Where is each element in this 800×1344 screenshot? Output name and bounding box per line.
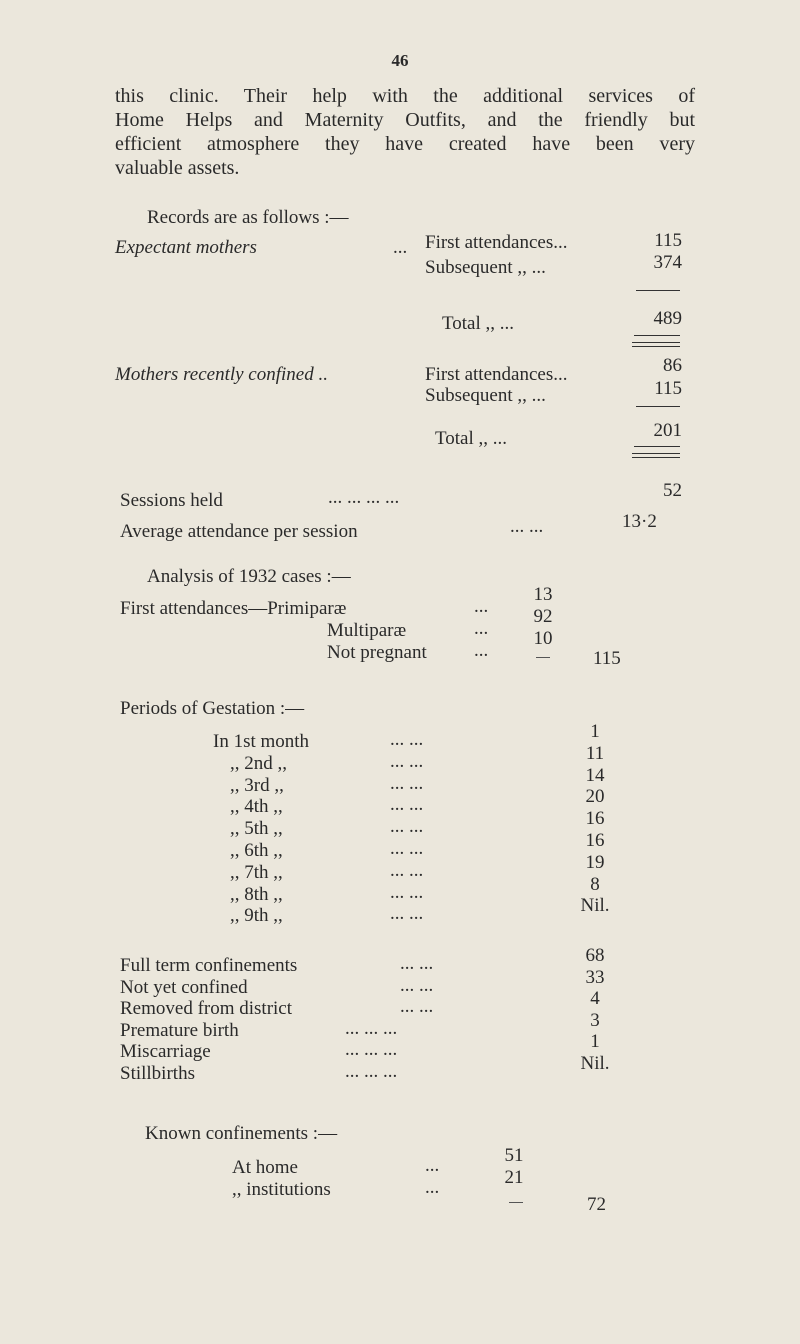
average-dots: ... ... xyxy=(510,516,544,537)
gestation-row-value: 8 xyxy=(590,873,600,895)
analysis-value: 13 xyxy=(533,584,553,605)
expectant-first-value: 115 xyxy=(654,230,682,251)
expectant-first-label: First attendances... xyxy=(425,232,568,253)
outcome-row-value: 1 xyxy=(590,1031,600,1052)
analysis-value: 92 xyxy=(533,606,553,627)
intro-line: Home Helps and Maternity Outfits, and the friendly but xyxy=(115,109,695,131)
outcome-row-value: 4 xyxy=(590,988,600,1009)
outcome-row-label: Premature birth xyxy=(120,1019,239,1041)
gestation-row-label: ,, 7th ,, xyxy=(230,861,283,883)
intro-line: this clinic. Their help with the additional services of xyxy=(115,85,695,107)
outcome-row-dots: ... ... xyxy=(400,974,434,996)
gestation-row-label: ,, 3rd ,, xyxy=(230,774,284,796)
average-value: 13·2 xyxy=(622,511,657,532)
gestation-row-label: ,, 6th ,, xyxy=(230,840,283,861)
known-label: ,, institutions xyxy=(232,1179,331,1200)
expectant-dots: ... xyxy=(393,237,408,258)
analysis-label: Multiparæ xyxy=(327,620,407,641)
outcome-row-value: 33 xyxy=(585,966,605,988)
sessions-label: Sessions held xyxy=(120,490,223,511)
gestation-row-label: ,, 4th ,, xyxy=(230,796,283,818)
total-rule xyxy=(636,406,680,407)
gestation-row-dots: ... ... xyxy=(390,881,424,903)
expectant-label: Expectant mothers xyxy=(115,237,257,258)
page-number: 46 xyxy=(391,51,409,70)
sessions-value: 52 xyxy=(663,480,682,501)
gestation-row-dots: ... ... xyxy=(390,903,424,925)
intro-paragraph xyxy=(115,84,695,180)
recent-first-value: 86 xyxy=(663,355,682,376)
expectant-total-value: 489 xyxy=(653,308,682,329)
expectant-subsequent-label: Subsequent ,, ... xyxy=(425,257,546,278)
underline-rule xyxy=(634,446,680,447)
gestation-row-value: Nil. xyxy=(580,895,610,917)
outcome-row-label: Not yet confined xyxy=(120,976,248,998)
outcome-row-value: 68 xyxy=(585,945,605,966)
outcome-row-dots: ... ... xyxy=(400,953,434,974)
gestation-row-dots: ... ... xyxy=(390,750,424,772)
gestation-row-label: ,, 8th ,, xyxy=(230,883,283,905)
analysis-dots: ... xyxy=(474,596,489,617)
recent-total-label: Total ,, ... xyxy=(435,428,508,449)
expectant-total-label: Total ,, ... xyxy=(442,313,515,334)
gestation-row-dots: ... ... xyxy=(390,816,424,838)
analysis-first-label: First attendances—Primiparæ xyxy=(120,598,347,619)
analysis-label: Not pregnant xyxy=(327,642,427,663)
known-label: At home xyxy=(232,1157,298,1178)
known-heading: Known confinements :— xyxy=(145,1123,338,1144)
gestation-row-label: ,, 2nd ,, xyxy=(230,752,287,774)
outcome-row-label: Full term confinements xyxy=(120,955,298,976)
gestation-row-value: 11 xyxy=(585,742,605,764)
records-heading: Records are as follows :— xyxy=(147,207,349,228)
known-dots: ... xyxy=(425,1155,440,1176)
double-rule xyxy=(632,342,680,347)
gestation-row-label: ,, 5th ,, xyxy=(230,818,283,840)
outcome-row-dots: ... ... ... xyxy=(345,1039,398,1060)
gestation-row-value: 1 xyxy=(590,721,600,742)
gestation-row-dots: ... ... xyxy=(390,838,424,859)
sessions-dots: ... ... ... ... xyxy=(328,487,400,508)
analysis-heading: Analysis of 1932 cases :— xyxy=(147,566,351,587)
double-rule xyxy=(632,453,680,458)
known-value: 21 xyxy=(504,1167,524,1188)
outcome-row-dots: ... ... xyxy=(400,996,434,1017)
outcome-row-value: Nil. xyxy=(580,1052,610,1074)
average-label: Average attendance per session xyxy=(120,521,358,542)
gestation-row-dots: ... ... xyxy=(390,772,424,794)
known-dots: ... xyxy=(425,1177,440,1198)
gestation-row-value: 20 xyxy=(585,786,605,808)
gestation-row-dots: ... ... xyxy=(390,794,424,816)
gestation-row-value: 19 xyxy=(585,851,605,873)
outcome-row-label: Removed from district xyxy=(120,998,293,1019)
analysis-value: 10 xyxy=(533,628,553,649)
gestation-heading: Periods of Gestation :— xyxy=(120,698,305,719)
gestation-row-dots: ... ... xyxy=(390,729,424,750)
recent-subsequent-label: Subsequent ,, ... xyxy=(425,385,546,406)
underline-rule xyxy=(634,335,680,336)
sum-dash xyxy=(536,657,550,658)
recent-subsequent-value: 115 xyxy=(654,378,682,399)
sum-dash xyxy=(509,1202,523,1203)
intro-line: efficient atmosphere they have created have been very xyxy=(115,133,695,155)
analysis-total: 115 xyxy=(593,648,621,669)
analysis-dots: ... xyxy=(474,618,489,639)
analysis-dots: ... xyxy=(474,640,489,661)
known-total: 72 xyxy=(587,1194,606,1215)
expectant-subsequent-value: 374 xyxy=(653,252,682,273)
outcome-row-dots: ... ... ... xyxy=(345,1060,398,1082)
recently-confined-label: Mothers recently confined .. xyxy=(115,364,328,385)
gestation-row-label: In 1st month xyxy=(213,731,310,752)
outcome-row-dots: ... ... ... xyxy=(345,1017,398,1039)
outcome-row-label: Stillbirths xyxy=(120,1062,195,1084)
outcome-row-label: Miscarriage xyxy=(120,1041,211,1062)
total-rule xyxy=(636,290,680,291)
gestation-row-label: ,, 9th ,, xyxy=(230,905,283,927)
recent-total-value: 201 xyxy=(653,420,682,441)
recent-first-label: First attendances... xyxy=(425,364,568,385)
gestation-row-value: 16 xyxy=(585,830,605,851)
intro-line: valuable assets. xyxy=(115,157,240,179)
gestation-row-dots: ... ... xyxy=(390,859,424,881)
gestation-row-value: 16 xyxy=(585,808,605,830)
outcome-row-value: 3 xyxy=(590,1009,600,1031)
known-value: 51 xyxy=(504,1145,524,1166)
gestation-row-value: 14 xyxy=(585,764,605,786)
